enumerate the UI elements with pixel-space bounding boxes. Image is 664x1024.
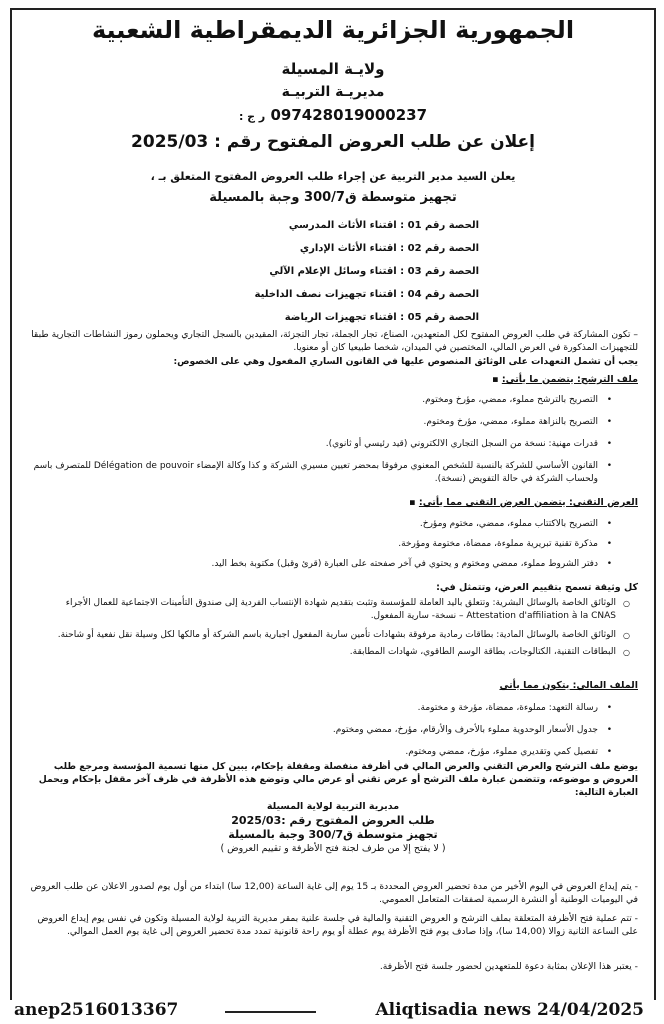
list-item: ○ الوثائق الخاصة بالوسائل المادية: بطاقات رمادية مرفوقة بشهادات تأمين سارية المفعول اجبارية باسم الشركة أو مالكها لكل وسيلة نقل نفعية أو شاحنة. bbox=[24, 629, 632, 646]
technical-title: العرض التقني: يتضمن العرض التقني مما يأتي: ▪ bbox=[409, 497, 638, 508]
technical-title-text: العرض التقني: يتضمن العرض التقني مما يأتي: bbox=[418, 497, 638, 508]
list-item: • تفصيل كمي وتقديري مملوء، مؤرخ، ممضي ومختوم. bbox=[24, 746, 614, 759]
participation-paragraph: – تكون المشاركة في طلب العروض المفتوح لكل المتعهدين، الصناع، تجار الجملة، تجار التجزئة، المقيدين بالسجل التجاري ويحملون رموز النشاطات التجارية طبقا للتجهيزات المذكورة في العرض المالي، المختصين في الميدان، شخصا طبيعيا كان أو معنويا. bbox=[31, 329, 638, 353]
invitation-paragraph: - يعتبر هذا الإعلان بمثابة دعوة للمتعهدين لحضور جلسة فتح الأظرفة. bbox=[379, 961, 638, 972]
envelope-line: ( لا يفتح إلا من طرف لجنة فتح الأظرفة و تقييم العروض ) bbox=[220, 843, 446, 854]
list-item: • التصريح بالنزاهة مملوء، ممضي، مؤرخ ومختوم. bbox=[24, 416, 614, 438]
list-item: • قدرات مهنية: نسخة من السجل التجاري الالكتروني (قيد رئيسي أو ثانوي). bbox=[24, 438, 614, 460]
documents-intro: يجب أن تشمل التعهدات على الوثائق المنصوص عليها في القانون الساري المفعول وهي على الخصوص: bbox=[173, 356, 638, 367]
lot-item: الحصة رقم 04 : اقتناء تجهيزات نصف الداخلية bbox=[254, 289, 479, 300]
lot-item: الحصة رقم 02 : اقتناء الأثاث الإداري bbox=[299, 243, 479, 254]
lot-item: الحصة رقم 03 : اقتناء وسائل الإعلام الآلي bbox=[269, 266, 479, 277]
deadline-paragraph: - يتم إيداع العروض في اليوم الأخير من مدة تحضير العروض المحددة بـ 15 يوم إلى غاية الساعة (12,00 سا) ابتداء من أول يوم لصدور الاعلان عن طلب العروض في اليوميات الوطنية أو النشرة الرسمية لصفقات المتعامل العمومي. bbox=[30, 881, 638, 905]
list-item: • مذكرة تقنية تبريرية مملوءة، ممضاة، مختومة ومؤرخة. bbox=[24, 538, 614, 558]
intro-line: يعلن السيد مدير التربية عن إجراء طلب العروض المفتوح المتعلق بـ ، bbox=[150, 170, 516, 183]
candidature-title-text: ملف الترشح: يتضمن ما يأتي: bbox=[501, 374, 638, 385]
footer-divider bbox=[225, 1011, 316, 1013]
list-item: • دفتر الشروط مملوء، ممضي ومختوم و يحتوي في آخر صفحته على العبارة (قرئ وقبل) مكتوبة بخط اليد. bbox=[24, 558, 614, 571]
envelope-line: طلب العروض المفتوح رقم :2025/03 bbox=[231, 814, 435, 827]
candidature-list bbox=[24, 394, 614, 486]
announcement-page bbox=[10, 8, 656, 1020]
technical-list bbox=[24, 518, 614, 571]
ad-reference: anep2516013367 bbox=[14, 1000, 179, 1020]
lot-item: الحصة رقم 01 : اقتناء الأثاث المدرسي bbox=[288, 220, 479, 231]
project-title: تجهيز متوسطة ق300/7 وجبة بالمسيلة bbox=[209, 190, 457, 205]
envelope-label bbox=[12, 800, 654, 856]
list-item: • جدول الأسعار الوحدوية مملوء بالأحرف والأرقام، مؤرخ، ممضي ومختوم. bbox=[24, 724, 614, 746]
tax-id-value: 097428019000237 bbox=[270, 106, 428, 124]
evaluation-list bbox=[24, 597, 632, 659]
envelope-paragraph: يوضع ملف الترشح والعرض التقني والعرض المالي في أظرفة منفصلة ومقفلة بإحكام، يبين كل منها تسمية المؤسسة ومرجع طلب العروض و موضوعه، وتتضمن عبارة ملف الترشح أو عرض تقني أو عرض مالي وتوضع هذه الأظرفة في ظرف آخر مقفل بإحكام ويحمل العبارة التالية: bbox=[38, 761, 638, 798]
republic-title: الجمهورية الجزائرية الديمقراطية الشعبية bbox=[91, 16, 575, 44]
list-item: ○ البطاقات التقنية، الكتالوجات، بطاقة الوسم الطاقوي، شهادات المطابقة. bbox=[24, 646, 632, 659]
footer bbox=[10, 1000, 656, 1022]
envelope-line: مديرية التربية لولاية المسيلة bbox=[266, 801, 400, 812]
directorate-name: مديريـة التربيـة bbox=[281, 84, 385, 100]
candidature-title: ملف الترشح: يتضمن ما يأتي: ▪ bbox=[492, 374, 638, 385]
financial-list bbox=[24, 702, 614, 759]
list-item: • التصريح بالاكتتاب مملوء، ممضي، مختوم ومؤرخ. bbox=[24, 518, 614, 538]
opening-paragraph: - تتم عملية فتح الأظرفة المتعلقة بملف الترشح و العروض التقنية والمالية في جلسة علنية بمقر مديرية التربية لولاية المسيلة وتكون في نفس يوم إيداع العروض على الساعة الثانية زوالا (14,00 سا)، وإذا صادف يوم فتح الأظرفة يوم عطلة أو يوم راحة قانونية تمدد مدة تحضير العروض إلى غاية يوم العمل الموالي. bbox=[37, 913, 638, 937]
financial-title bbox=[499, 680, 638, 691]
tax-id-label: ر ج : bbox=[238, 110, 266, 123]
tax-id bbox=[12, 106, 654, 124]
announcement-title: إعلان عن طلب العروض المفتوح رقم : 2025/03 bbox=[131, 132, 535, 152]
financial-title-text: الملف المالي: يتكون مما يأتي bbox=[499, 680, 638, 691]
list-item: ○ الوثائق الخاصة بالوسائل البشرية: وتتعلق باليد العاملة للمؤسسة وتثبت بتقديم شهادة الإنتساب الفردية إلى صندوق التأمينات الاجتماعية للعمال الأجراء Attestation d'affiliation à la CNAS – نسخة- سارية المفعول. bbox=[24, 597, 632, 629]
envelope-line: تجهيز متوسطة ق300/7 وجبة بالمسيلة bbox=[228, 828, 438, 841]
list-item: • التصريح بالترشح مملوء، ممضي، مؤرخ ومختوم. bbox=[24, 394, 614, 416]
lot-item: الحصة رقم 05 : اقتناء تجهيزات الرياضة bbox=[284, 312, 479, 323]
list-item: • رسالة التعهد: مملوءة، ممضاة، مؤرخة و مختومة. bbox=[24, 702, 614, 724]
lots-list bbox=[189, 214, 479, 329]
publication-source: Aliqtisadia news 24/04/2025 bbox=[375, 1000, 644, 1020]
list-item: • القانون الأساسي للشركة بالنسبة للشخص المعنوي مرفوقا بمحضر تعيين مسيري الشركة و كذا وكالة الإمضاء Délégation de pouvoir للمتصرف باسم ولحساب الشركة في حالة التفويض (نسخة). bbox=[24, 460, 614, 486]
wilaya-name: ولايـة المسيلة bbox=[281, 60, 385, 78]
evaluation-title: كل وثيقة تسمح بتقييم العرض، وتتمثل في: bbox=[436, 582, 638, 593]
